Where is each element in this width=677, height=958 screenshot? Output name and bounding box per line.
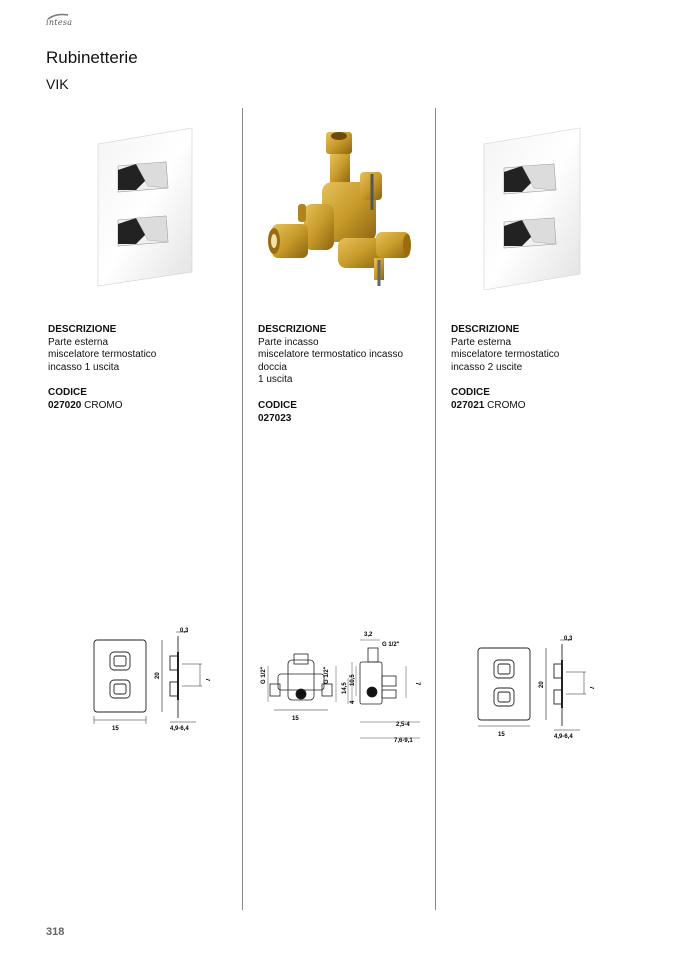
description-label: DESCRIZIONE [451, 324, 520, 335]
dim-label: G 1/2" [324, 666, 330, 684]
dim-label: 7 [414, 682, 420, 686]
page-number: 318 [46, 926, 65, 938]
product-info-027021 [451, 324, 631, 413]
technical-drawing-027023 [256, 626, 428, 748]
dim-label: 4,9-6,4 [170, 726, 189, 732]
description-line: Parte esterna [451, 336, 512, 348]
code-label: CODICE [258, 399, 297, 411]
dim-label: 7 [204, 678, 210, 682]
column-divider [242, 108, 243, 910]
product-code: 027023 [258, 412, 292, 424]
dim-label: 20 [539, 681, 545, 688]
product-finish: CROMO [487, 399, 526, 411]
dim-label: 7,6-9,1 [394, 738, 413, 744]
dim-label: 4,9-6,4 [554, 734, 573, 740]
description-line: doccia [258, 361, 287, 373]
description-line: incasso 1 uscita [48, 361, 120, 373]
dim-label: 4 [350, 700, 356, 704]
product-image-brass-body [264, 128, 420, 290]
technical-drawing-027020 [90, 624, 210, 736]
technical-drawing-027021 [474, 630, 594, 742]
description-label: DESCRIZIONE [48, 324, 117, 335]
dim-label: 2,5-4 [396, 722, 410, 728]
product-image-plate-2 [482, 126, 582, 290]
product-image-plate [96, 126, 196, 288]
code-label: CODICE [451, 387, 490, 399]
dim-label: 15 [112, 726, 119, 732]
dim-label: 20 [155, 672, 161, 679]
dim-label: 15 [292, 716, 299, 722]
dim-label: 0,3 [180, 628, 189, 634]
description-line: Parte esterna [48, 336, 109, 348]
description-line: miscelatore termostatico incasso [258, 349, 404, 361]
dim-label: 15 [498, 732, 505, 738]
dim-label: 0,3 [564, 636, 573, 642]
dim-label: 3,2 [364, 632, 373, 638]
page-subtitle: VIK [46, 76, 69, 92]
description-line: miscelatore termostatico [48, 349, 157, 361]
dim-label: G 1/2" [382, 642, 400, 648]
product-info-027023 [258, 324, 438, 425]
product-finish: CROMO [84, 399, 123, 411]
brand-logo: intesa [46, 18, 73, 27]
dim-label: 10,5 [350, 674, 356, 686]
dim-label: 14,5 [342, 682, 348, 694]
description-line: incasso 2 uscite [451, 361, 523, 373]
product-info-027020 [48, 324, 228, 413]
product-code: 027020 [48, 399, 82, 411]
description-line: 1 uscita [258, 374, 293, 386]
description-line: Parte incasso [258, 336, 319, 348]
code-label: CODICE [48, 387, 87, 399]
column-divider [435, 108, 436, 910]
product-code: 027021 [451, 399, 485, 411]
description-line: miscelatore termostatico [451, 349, 560, 361]
page-title: Rubinetterie [46, 48, 138, 67]
description-label: DESCRIZIONE [258, 324, 327, 335]
dim-label: G 1/2" [261, 666, 267, 684]
dim-label: 7 [588, 686, 594, 690]
